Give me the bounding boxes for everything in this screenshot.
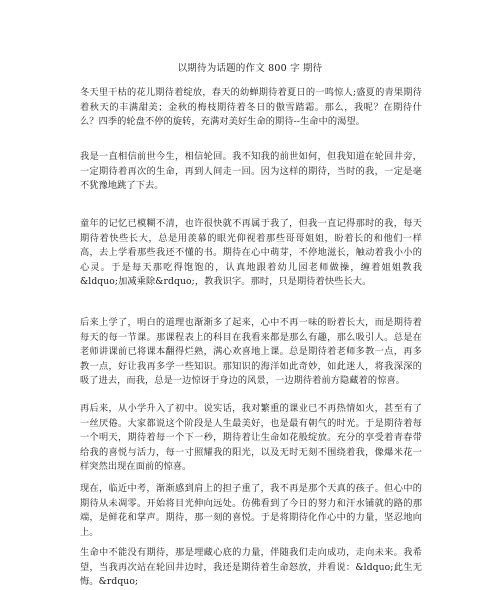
paragraph-4: 后来上学了，明白的道理也渐渐多了起来，心中不再一味的盼着长大，而是期待着每天的每一节课。那课程表上的科目在我看来都是那么有趣，那么吸引人。总是在老师讲课前已将课本翻得烂熟，满心欢喜地上课。总是期待着老师多教一点，再多教一点，好让我再多学一些知识。那知识的海洋如此奇妙，如此迷人，将我深深的吸了进去，而我，总是一边惊讶于身边的风景，一边期待着前方隐藏着的惊喜。 <box>80 317 422 386</box>
paragraph-3: 童年的记忆已模糊不清，也许很快就不再属于我了，但我一直记得那时的我，每天期待着快些长大，总是用羡慕的眼光仰视着那些哥哥姐姐，盼着长的和他们一样高，去上学看那些我还不懂的书。期待在心中萌芽，不停地滋长，触动着我小小的心灵。于是每天那吃得饱饱的，认真地跟着幼儿园老师做操，缠着姐姐教我&ldquo;加减乘除&rdquo;，教我识字。那时，只是期待着快些长大。 <box>80 218 422 287</box>
paragraph-1: 冬天里干枯的花儿期待着绽放，春天的幼蝉期待着夏日的一鸣惊人;盛夏的青果期待着秋天的丰满甜美；金秋的梅枝期待着冬日的傲雪踏霜。那么，我呢？在期待什么？四季的轮盘不停的旋转，充满对美好生命的期待--生命中的渴望。 <box>80 87 422 127</box>
paragraph-5: 再后来，从小学升入了初中。说实话，我对繁重的课业已不再热情如火，甚至有了一丝厌倦。大家都说这个阶段是人生最美好，也是最有朝气的时光。于是期待着每一个明天，期待着每一个下一秒，期待着让生命如花般绽放。充分的享受着青春带给我的喜悦与活力，每一寸照耀我的阳光，以及无时无刻不围绕着我，像爆米花一样突然出现在面前的惊喜。 <box>80 403 422 472</box>
document-title: 以期待为话题的作文 800 字 期待 <box>177 63 323 74</box>
paragraph-6: 现在，临近中考，渐渐感到肩上的担子重了，我不再是那个天真的孩子。但心中的期待从未凋零。开始将目光伸向远处。仿佛看到了今日的努力和汗水铺就的路的那端，是鲜花和掌声。期待，那一刻的喜悦。于是将期待化作心中的力量，坚忍地向上。 <box>80 483 422 538</box>
paragraph-2: 我是一直相信前世今生，相信轮回。我不知我的前世如何，但我知道在轮回井旁，一定期待着再次的生命，再到人间走一回。因为这样的期待，当时的我，一定是毫不犹豫地跳了下去。 <box>80 151 422 191</box>
paragraph-7: 生命中不能没有期待，那是埋藏心底的力量，伴随我们走向成功，走向未来。我希望，当我再次站在轮回井边时，我还是期待着生命怒放，并看说：&ldquo;此生无悔。&rdquo; <box>80 547 422 587</box>
